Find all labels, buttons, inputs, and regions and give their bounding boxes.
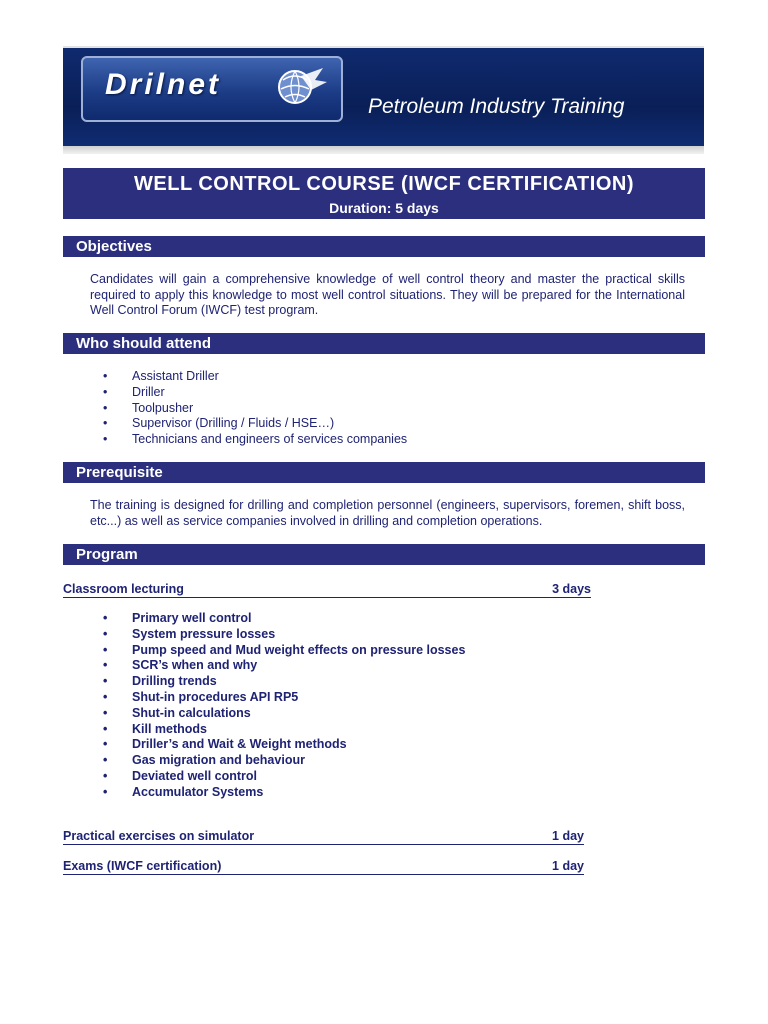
program-row-exams [63, 859, 584, 875]
program-label: Classroom lecturing [63, 582, 184, 596]
list-item: • Shut-in procedures API RP5 [0, 690, 700, 706]
list-item: • Deviated well control [0, 769, 700, 785]
banner-divider [63, 146, 704, 154]
program-duration: 3 days [552, 582, 591, 596]
list-item: • Technicians and engineers of services companies [0, 432, 700, 448]
program-row-practical [63, 829, 584, 845]
program-label: Practical exercises on simulator [63, 829, 255, 843]
list-item: • Supervisor (Drilling / Fluids / HSE…) [0, 416, 700, 432]
section-heading-prerequisite: Prerequisite [63, 462, 705, 483]
header-banner [63, 46, 704, 146]
list-item: • Accumulator Systems [0, 785, 700, 801]
list-item: • Assistant Driller [0, 369, 700, 385]
section-heading-attend: Who should attend [63, 333, 705, 354]
list-item: • Primary well control [0, 611, 700, 627]
list-item: • Gas migration and behaviour [0, 753, 700, 769]
list-item: • Driller’s and Wait & Weight methods [0, 737, 700, 753]
program-duration: 1 day [552, 859, 584, 873]
list-item: • Toolpusher [0, 401, 700, 417]
list-item: • Shut-in calculations [0, 706, 700, 722]
course-title: WELL CONTROL COURSE (IWCF CERTIFICATION) [134, 173, 634, 195]
program-duration: 1 day [552, 829, 584, 843]
course-title-box [63, 168, 705, 219]
globe-icon [271, 62, 329, 112]
logo-text: Drilnet [105, 68, 222, 101]
attend-list [0, 369, 700, 448]
list-item: • System pressure losses [0, 627, 700, 643]
prerequisite-text: The training is designed for drilling and completion personnel (engineers, supervisors, foremen, shift boss, etc...) as well as service companies involved in drilling and completion operations. [90, 498, 685, 528]
tagline: Petroleum Industry Training [368, 95, 625, 118]
program-label: Exams (IWCF certification) [63, 859, 222, 873]
list-item: • Drilling trends [0, 674, 700, 690]
list-item: • Kill methods [0, 722, 700, 738]
objectives-text: Candidates will gain a comprehensive knowledge of well control theory and master the practical skills required to apply this knowledge to most well control situations. They will be prepared for the International Well Control Forum (IWCF) test program. [90, 272, 685, 317]
list-item: • SCR’s when and why [0, 658, 700, 674]
program-topics-list [0, 611, 700, 801]
logo [81, 56, 343, 122]
program-row-classroom [63, 582, 591, 598]
course-duration: Duration: 5 days [329, 200, 439, 216]
list-item: • Pump speed and Mud weight effects on pressure losses [0, 643, 700, 659]
section-heading-objectives: Objectives [63, 236, 705, 257]
section-heading-program: Program [63, 544, 705, 565]
list-item: • Driller [0, 385, 700, 401]
